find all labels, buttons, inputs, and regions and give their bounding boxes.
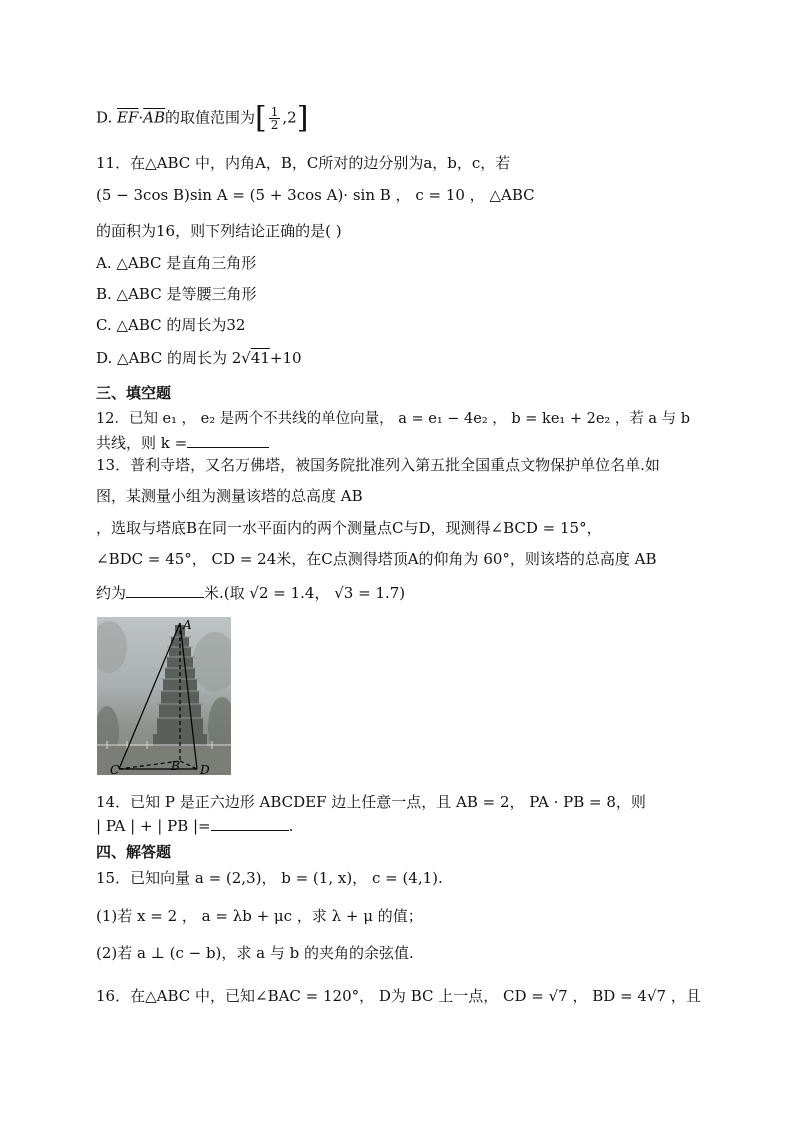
q13-stem-line1: 13．普利寺塔，又名万佛塔，被国务院批准列入第五批全国重点文物保护单位名单.如: [96, 456, 660, 474]
q11-option-b: B. △ABC 是等腰三角形: [96, 285, 257, 303]
fraction: [269, 106, 281, 131]
option-label: D.: [96, 108, 118, 127]
vector-ab: $\overline{AB}$: [143, 108, 166, 127]
q13-stem-line5: [96, 583, 405, 603]
q12-stem-line2: [96, 433, 269, 453]
answer-blank[interactable]: [187, 433, 269, 448]
q13-stem-line4: ∠BDC = 45°， CD = 24米，在C点测得塔顶A的仰角为 60°，则该塔的总高度 AB: [96, 550, 657, 568]
option-text: 的取值范围为: [165, 108, 256, 127]
left-bracket: [: [255, 100, 267, 136]
pagoda-photo: [97, 617, 231, 775]
fraction-numerator: 1: [270, 105, 279, 119]
q11-option-d: [96, 348, 302, 368]
answer-blank[interactable]: [211, 816, 289, 831]
q10-option-d: [96, 100, 309, 136]
label-b: B: [171, 759, 180, 773]
label-c: C: [110, 763, 120, 775]
label-d: D: [200, 763, 210, 775]
q13-text-tail: 米.(取 √2 = 1.4， √3 = 1.7): [204, 584, 406, 602]
q13-text: 约为: [96, 584, 127, 602]
q11-option-a: A. △ABC 是直角三角形: [96, 254, 257, 272]
q16-stem-line1: 16．在△ABC 中，已知∠BAC = 120°， D为 BC 上一点， CD = √7 ， BD = 4√7 ，且: [96, 987, 701, 1005]
q14-text-tail: .: [288, 817, 294, 835]
right-bracket: ]: [296, 100, 309, 136]
q15-part1: (1)若 x = 2 ， a = λb + μc ，求 λ + μ 的值；: [96, 907, 423, 925]
q14-text: | PA | + | PB |=: [96, 817, 211, 835]
section-heading-fill-in: 三、填空题: [96, 384, 172, 402]
q13-stem-line3: ，选取与塔底B在同一水平面内的两个测量点C与D，现测得∠BCD = 15°，: [96, 519, 602, 537]
range-end: ,2: [282, 108, 297, 127]
vector-ef: $\overline{EF}$: [117, 108, 139, 127]
q12-text: 共线，则 k =: [96, 434, 188, 452]
q12-stem-line1: 12．已知 e₁ ， e₂ 是两个不共线的单位向量， a = e₁ − 4e₂ ， b = ke₁ + 2e₂ ，若 a 与 b: [96, 411, 691, 427]
radicand: 41: [250, 349, 270, 367]
dot-operator: ·: [138, 108, 144, 127]
q11-stem-line2: (5 − 3cos B)sin A = (5 + 3cos A)· sin B ， c = 10 ， △ABC: [96, 186, 535, 204]
answer-blank[interactable]: [126, 583, 204, 598]
label-a: A: [183, 618, 192, 632]
q15-stem-line1: 15．已知向量 a = (2,3)， b = (1, x)， c = (4,1).: [96, 869, 443, 887]
q14-stem-line2: [96, 816, 293, 836]
q11-stem-line1: 11．在△ABC 中，内角A，B，C所对的边分别为a，b，c，若: [96, 154, 511, 172]
section-heading-solutions: 四、解答题: [96, 843, 172, 861]
sqrt-symbol: √: [241, 349, 251, 367]
q14-stem-line1: 14．已知 P 是正六边形 ABCDEF 边上任意一点，且 AB = 2， PA · PB = 8，则: [96, 793, 646, 811]
option-text: D. △ABC 的周长为 2: [96, 349, 242, 367]
q13-stem-line2: 图，某测量小组为测量该塔的总高度 AB: [96, 487, 363, 505]
fraction-denominator: 2: [270, 118, 279, 132]
option-text-tail: +10: [269, 349, 302, 367]
q11-option-c: C. △ABC 的周长为32: [96, 316, 246, 334]
q15-part2: (2)若 a ⊥ (c − b)，求 a 与 b 的夹角的余弦值.: [96, 944, 414, 962]
pagoda-figure: [97, 617, 231, 775]
q11-stem-line3: 的面积为16，则下列结论正确的是( ): [96, 222, 342, 240]
